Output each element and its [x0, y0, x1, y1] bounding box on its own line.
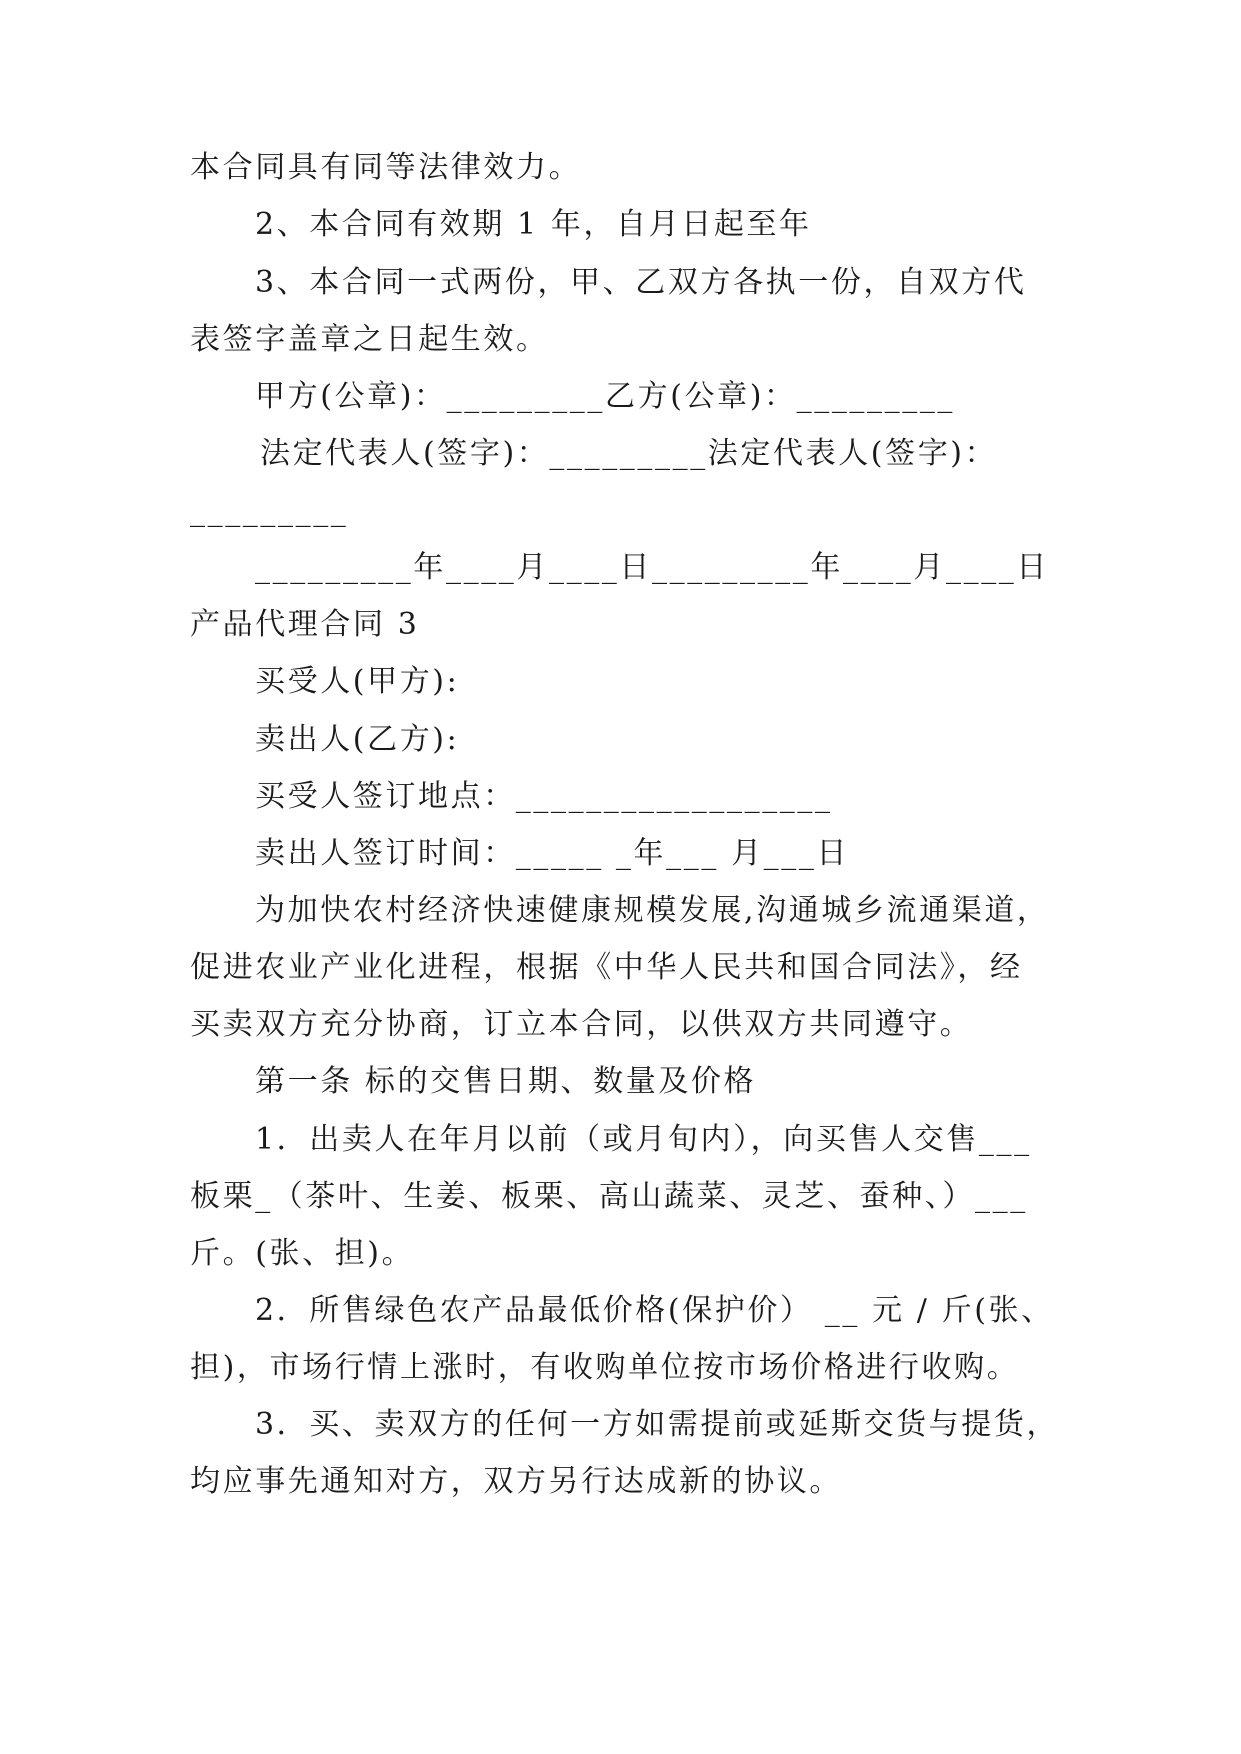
- text-line: 板栗_（茶叶、生姜、板栗、高山蔬菜、灵芝、蚕种、）___: [190, 1179, 1028, 1214]
- text-line: 本合同具有同等法律效力。: [190, 150, 582, 185]
- section-title: 产品代理合同 3: [190, 607, 420, 642]
- text-line: 均应事先通知对方，双方另行达成新的协议。: [190, 1464, 842, 1499]
- text-line: 买卖双方充分协商，订立本合同，以供双方共同遵守。: [190, 1007, 973, 1042]
- text-line: 2．所售绿色农产品最低价格(保护价） __ 元 / 斤(张、: [255, 1293, 1054, 1328]
- text-line: 卖出人签订时间：_____ _年___ 月___日: [255, 836, 850, 871]
- clause-heading: 第一条 标的交售日期、数量及价格: [255, 1064, 757, 1099]
- text-line: 买受人签订地点：__________________: [255, 779, 833, 814]
- text-line: 卖出人(乙方):: [255, 722, 460, 757]
- text-line: 买受人(甲方):: [255, 664, 460, 699]
- text-line: 担)，市场行情上涨时，有收购单位按市场价格进行收购。: [190, 1350, 1020, 1385]
- signature-line: 甲方(公章)：_________乙方(公章)：_________: [255, 379, 956, 414]
- text-line: 促进农业产业化进程，根据《中华人民共和国合同法》，经: [190, 950, 1023, 985]
- text-line: 3、本合同一式两份，甲、乙双方各执一份，自双方代: [255, 265, 1027, 300]
- date-line: _________年____月____日_________年____月____日: [255, 550, 1049, 585]
- text-line: 为加快农村经济快速健康规模发展,沟通城乡流通渠道，: [255, 893, 1050, 928]
- text-line: 1．出卖人在年月以前（或月旬内），向买售人交售___: [255, 1122, 1032, 1157]
- signature-line: 法定代表人(签字)：_________法定代表人(签字)：: [260, 436, 998, 471]
- text-line: 2、本合同有效期 1 年，自月日起至年: [255, 207, 812, 242]
- signature-blank: _________: [190, 493, 349, 528]
- text-line: 表签字盖章之日起生效。: [190, 322, 549, 357]
- text-line: 斤。(张、担)。: [190, 1236, 415, 1271]
- text-line: 3．买、卖双方的任何一方如需提前或延斯交货与提货，: [255, 1407, 1060, 1442]
